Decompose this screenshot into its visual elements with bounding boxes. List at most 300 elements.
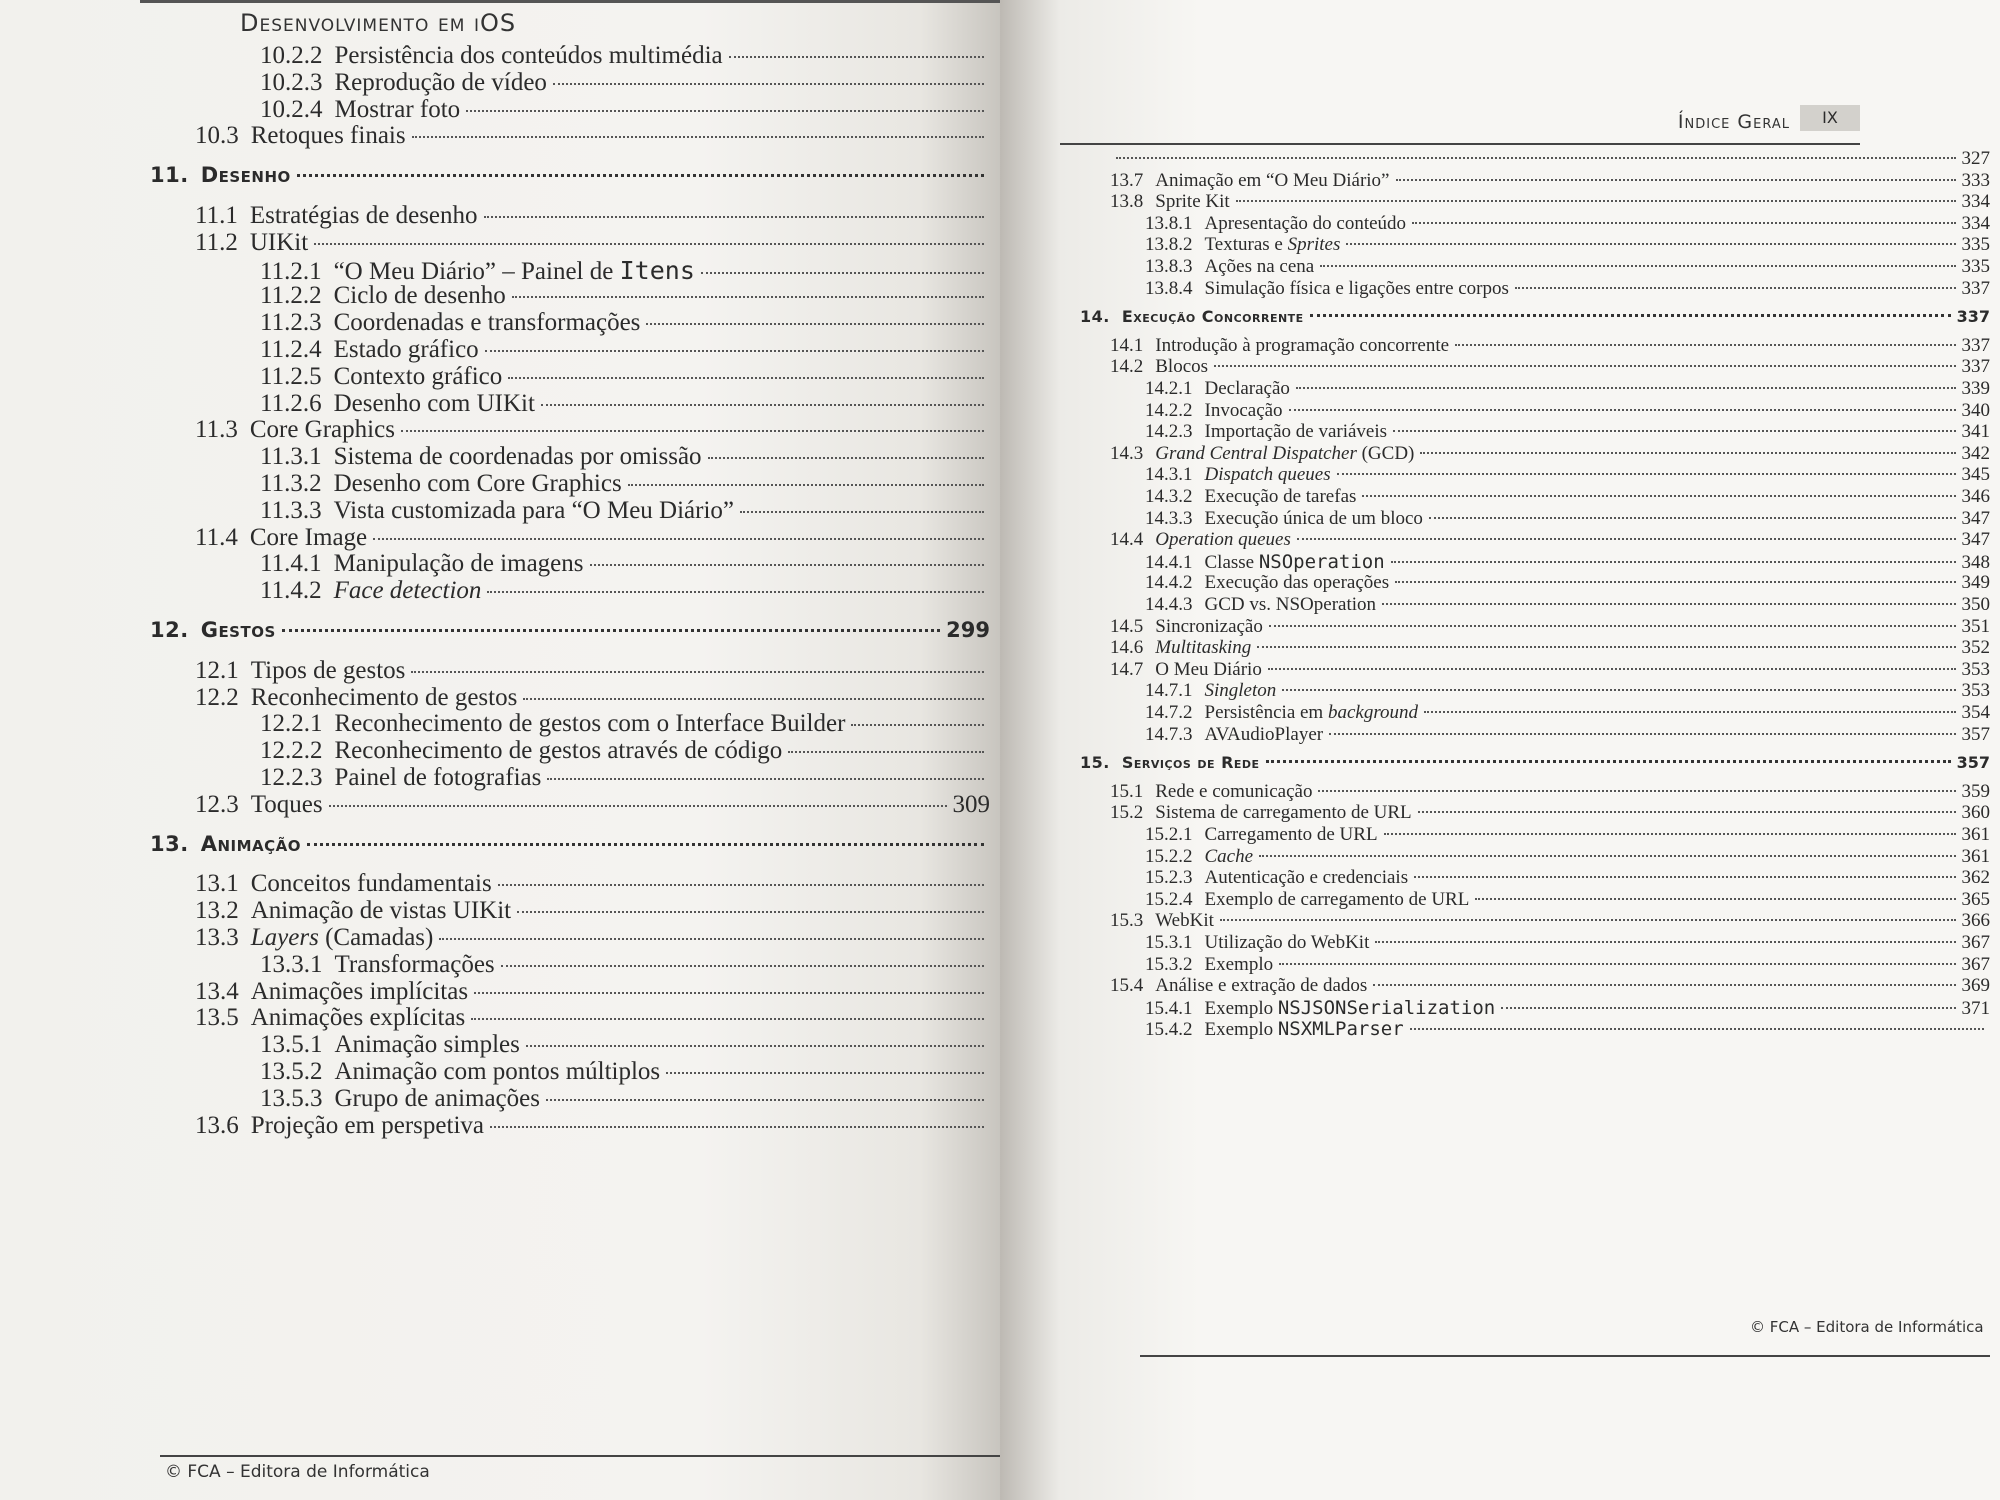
entry-title <box>335 1058 661 1086</box>
leader-dots <box>439 938 984 940</box>
toc-entry <box>260 42 990 70</box>
toc-entry <box>1145 846 1990 868</box>
entry-title-text: Texturas e <box>1204 234 1288 256</box>
toc-entry <box>1145 889 1990 911</box>
running-head-text: Desenvolvimento em iOS <box>240 9 517 37</box>
leader-dots <box>1393 430 1955 432</box>
entry-number: 15.3 <box>1110 910 1144 932</box>
toc-entry <box>1145 997 1990 1020</box>
leader-dots <box>466 110 984 112</box>
entry-number: 12.1 <box>195 656 239 684</box>
entry-title-text: Blocos <box>1155 356 1209 378</box>
entry-title-text: Classe <box>1204 551 1259 573</box>
entry-title <box>335 1031 520 1059</box>
entry-title-text: Execução de tarefas <box>1204 486 1357 507</box>
entry-number: 14.7.2 <box>1145 702 1193 723</box>
toc-entry <box>260 951 990 979</box>
leader-dots <box>851 724 984 726</box>
entry-title <box>1205 824 1378 846</box>
toc-entry <box>260 336 990 364</box>
toc-entry <box>260 764 990 792</box>
entry-title <box>251 657 406 685</box>
entry-title-text: Carregamento de URL <box>1204 824 1378 845</box>
leader-dots <box>1289 409 1956 411</box>
entry-number: 14.7 <box>1110 658 1144 680</box>
entry-number: 13.6 <box>195 1111 239 1139</box>
entry-page: 354 <box>1961 702 1990 723</box>
entry-title-text: Conceitos fundamentais <box>250 870 492 898</box>
toc-entry <box>1110 659 1990 681</box>
leader-dots <box>708 457 984 459</box>
toc-entry <box>1080 753 1990 772</box>
leader-dots <box>1375 941 1955 943</box>
entry-title-text: Ações na cena <box>1204 256 1315 277</box>
toc-entry <box>1145 278 1990 300</box>
entry-page: 366 <box>1961 910 1990 932</box>
entry-number: 13.3.1 <box>260 950 323 978</box>
leader-dots <box>1266 760 1951 763</box>
entry-number: 15.2 <box>1110 802 1144 824</box>
toc-entry <box>260 1058 990 1086</box>
leader-dots <box>1515 287 1956 289</box>
entry-title-text: Exemplo <box>1204 953 1274 975</box>
running-head-right <box>1060 105 1860 145</box>
entry-page: 327 <box>1961 148 1990 169</box>
toc-entry <box>1110 443 1990 465</box>
entry-number: 14.3.3 <box>1145 507 1193 529</box>
entry-number: 11.1 <box>195 202 238 229</box>
entry-page: 345 <box>1961 464 1990 486</box>
entry-number: 11.2.5 <box>260 362 322 390</box>
toc-entry <box>195 1004 990 1032</box>
entry-number: 14. <box>1080 307 1110 327</box>
leader-dots <box>590 564 985 566</box>
toc-entry <box>1110 356 1990 378</box>
entry-number: 15.2.3 <box>1145 867 1193 889</box>
leader-dots <box>487 591 984 593</box>
entry-title-text: Gestos <box>200 618 276 642</box>
toc-entry <box>195 122 990 150</box>
leader-dots <box>508 377 984 379</box>
leader-dots <box>1418 811 1956 813</box>
toc-entry <box>1110 191 1990 213</box>
entry-title-text: Introdução à programação concorrente <box>1155 334 1450 356</box>
entry-number: 11.3.1 <box>260 443 322 471</box>
entry-page: 357 <box>1956 753 1990 773</box>
toc-entry <box>1145 1018 1990 1041</box>
entry-title <box>1205 378 1290 400</box>
entry-title-text: Vista customizada para “O Meu Diário” <box>333 496 735 524</box>
entry-title <box>1205 234 1341 256</box>
leader-dots <box>628 484 984 486</box>
toc-entry <box>1110 529 1990 551</box>
toc-entry <box>1145 551 1990 574</box>
entry-title <box>1155 191 1229 213</box>
entry-title-text: Core Graphics <box>249 416 395 444</box>
entry-page: 346 <box>1961 486 1990 507</box>
entry-page: 369 <box>1961 975 1990 997</box>
entry-title-text: Rede e comunicação <box>1155 780 1313 802</box>
entry-title <box>251 1112 484 1140</box>
entry-title-text: Execução única de um bloco <box>1204 507 1423 529</box>
toc-entry <box>1145 234 1990 256</box>
toc-entry <box>260 710 990 738</box>
toc-entry <box>1110 910 1990 932</box>
entry-number: 15.2.1 <box>1145 824 1193 845</box>
entry-number: 13.8 <box>1110 191 1144 213</box>
toc-entry <box>1145 508 1990 530</box>
entry-title-text: Core Image <box>249 523 368 551</box>
leader-dots <box>1310 314 1951 317</box>
entry-title-text: Declaração <box>1204 378 1290 399</box>
entry-title <box>334 550 584 578</box>
entry-title <box>334 309 641 337</box>
entry-page: 367 <box>1961 932 1990 953</box>
entry-page: 340 <box>1961 399 1990 421</box>
entry-number: 13.5.3 <box>260 1084 323 1112</box>
entry-title <box>334 577 482 605</box>
entry-number: 15.4 <box>1110 975 1144 997</box>
leader-dots <box>788 751 984 753</box>
entry-number: 10.3 <box>195 122 239 150</box>
leader-dots <box>1429 517 1956 519</box>
toc-entry <box>1145 954 1990 976</box>
leader-dots <box>541 404 984 406</box>
entry-number: 12.2.3 <box>260 764 323 791</box>
entry-title <box>335 764 542 792</box>
leader-dots <box>1455 344 1955 346</box>
entry-number: 13. <box>150 831 189 856</box>
leader-dots <box>498 884 984 886</box>
entry-number: 11.4.1 <box>260 550 322 578</box>
entry-title <box>335 951 495 979</box>
entry-number: 13.4 <box>195 977 239 1005</box>
entry-title-text: Animações implícitas <box>250 977 469 1005</box>
entry-title-text: Execução das operações <box>1204 572 1390 594</box>
entry-title <box>1205 846 1254 868</box>
toc-entry <box>150 163 990 187</box>
entry-title-text: Ciclo de desenho <box>333 282 506 310</box>
entry-title-text: Manipulação de imagens <box>333 550 584 578</box>
entry-title <box>1205 213 1407 235</box>
entry-number: 14.3.2 <box>1145 486 1193 507</box>
entry-title-text: Reconhecimento de gestos <box>250 683 518 711</box>
entry-title <box>335 1085 540 1113</box>
entry-number: 11.2.3 <box>260 309 322 337</box>
toc-entry <box>1110 781 1990 803</box>
entry-title-text: Transformações <box>334 950 495 978</box>
entry-title-code: Itens <box>619 255 695 285</box>
leader-dots <box>401 430 984 432</box>
entry-page: 353 <box>1961 680 1990 702</box>
entry-page: 341 <box>1961 421 1990 443</box>
running-head-left <box>140 0 1000 43</box>
leader-dots <box>1424 711 1955 713</box>
entry-title <box>334 470 622 498</box>
entry-title <box>1205 889 1470 911</box>
entry-page: 360 <box>1961 802 1990 824</box>
entry-title-text: Animação <box>200 831 301 856</box>
leader-dots <box>646 323 984 325</box>
entry-title <box>251 684 518 712</box>
entry-number: 13.2 <box>195 897 239 925</box>
entry-title-text: Face detection <box>333 577 482 605</box>
leader-dots <box>523 698 984 700</box>
entry-title-text: Simulação física e ligações entre corpos <box>1204 277 1509 299</box>
leader-dots <box>1268 668 1956 670</box>
entry-title-text: Painel de fotografias <box>334 764 542 791</box>
entry-number: 12. <box>150 618 189 642</box>
leader-dots <box>1337 473 1956 475</box>
entry-title <box>1205 400 1283 422</box>
leader-dots <box>1320 265 1955 267</box>
entry-title <box>1205 997 1496 1020</box>
toc-entry <box>195 416 990 444</box>
entry-title-text: Desenho com UIKit <box>333 389 535 417</box>
toc-entry <box>1145 824 1990 846</box>
entry-title <box>334 256 695 286</box>
toc-entry <box>1145 421 1990 443</box>
leader-dots <box>1329 733 1955 735</box>
entry-page: 365 <box>1961 888 1990 910</box>
entry-title-text: Coordenadas e transformações <box>333 309 641 337</box>
entry-page: 361 <box>1961 824 1990 845</box>
entry-title <box>1122 753 1260 772</box>
entry-title-text: Singleton <box>1204 680 1277 702</box>
entry-page: 347 <box>1961 529 1990 551</box>
entry-title-text: Retoques finais <box>250 122 406 150</box>
toc-entry <box>260 443 990 471</box>
entry-title <box>1155 616 1263 638</box>
entry-title-text: Dispatch queues <box>1204 464 1331 486</box>
entry-number: 14.2.3 <box>1145 421 1193 443</box>
leader-dots <box>297 174 984 177</box>
leader-dots <box>1382 603 1955 605</box>
entry-title-text: Toques <box>250 790 323 818</box>
entry-page: 361 <box>1961 845 1990 867</box>
entry-title-text: Utilização do WebKit <box>1204 932 1370 953</box>
toc-entry <box>1080 307 1990 326</box>
entry-title-text: Serviços de Rede <box>1121 753 1260 773</box>
entry-number: 14.2.1 <box>1145 378 1193 399</box>
entry-title <box>1205 680 1277 702</box>
leader-dots <box>314 243 984 245</box>
entry-title <box>1205 724 1324 746</box>
toc-entry <box>260 470 990 498</box>
entry-title <box>1205 278 1509 300</box>
entry-title-text: Persistência dos conteúdos multimédia <box>334 42 723 69</box>
entry-title-text: Layers <box>250 924 319 951</box>
toc-entry <box>1145 680 1990 702</box>
toc-entry <box>1145 572 1990 594</box>
entry-title <box>1155 975 1367 997</box>
entry-title <box>1205 594 1377 616</box>
entry-title-text: Grand Central Dispatcher <box>1155 442 1357 464</box>
entry-title <box>201 163 291 187</box>
toc-entry <box>195 924 990 952</box>
entry-number: 15.3.2 <box>1145 953 1193 975</box>
entry-title <box>334 282 506 310</box>
leader-dots <box>1236 200 1956 202</box>
entry-title-text: Desenho <box>200 163 291 188</box>
toc-entry <box>195 1112 990 1140</box>
entry-number: 12.2.1 <box>260 710 323 738</box>
entry-page: 337 <box>1961 356 1990 378</box>
toc-entry <box>195 978 990 1006</box>
entry-number: 14.2.2 <box>1145 399 1193 421</box>
entry-title <box>334 497 734 525</box>
entry-title <box>251 1004 466 1032</box>
toc-entry <box>195 657 990 685</box>
entry-number: 13.5 <box>195 1004 239 1032</box>
entry-page: 350 <box>1961 594 1990 615</box>
entry-title-text: Sprite Kit <box>1155 191 1230 213</box>
entry-title <box>1155 637 1251 659</box>
entry-title <box>1155 910 1214 932</box>
leader-dots <box>546 1099 984 1101</box>
entry-title <box>1122 307 1304 326</box>
leader-dots <box>485 350 984 352</box>
leader-dots <box>553 83 984 85</box>
toc-entry <box>1145 256 1990 278</box>
entry-title <box>1205 486 1357 508</box>
entry-title-text: Análise e extração de dados <box>1155 975 1368 997</box>
entry-number: 14.4.2 <box>1145 572 1193 594</box>
entry-number: 14.2 <box>1110 356 1144 378</box>
entry-page: 333 <box>1961 169 1990 191</box>
entry-title-text: Cache <box>1204 845 1254 867</box>
toc-entry <box>1110 616 1990 638</box>
toc-entry <box>195 870 990 898</box>
entry-title <box>1155 529 1291 551</box>
leader-dots <box>1257 646 1955 648</box>
entry-page: 362 <box>1961 867 1990 889</box>
entry-title <box>1205 572 1390 594</box>
entry-title <box>335 737 783 765</box>
entry-title-text: Invocação <box>1204 399 1283 421</box>
running-head-title: Índice Geral <box>1677 111 1790 133</box>
leader-dots <box>1396 179 1956 181</box>
leader-dots <box>1501 1007 1955 1009</box>
toc-entry <box>195 524 990 552</box>
entry-title-code: NSOperation <box>1258 550 1385 573</box>
entry-title-suffix: (Camadas) <box>318 924 434 951</box>
toc-entry <box>260 69 990 97</box>
leader-dots <box>484 216 984 218</box>
leader-dots <box>1282 689 1955 691</box>
toc-entry <box>1110 170 1990 192</box>
entry-number: 14.5 <box>1110 615 1144 637</box>
entry-number: 11. <box>150 163 189 188</box>
leader-dots <box>1362 495 1955 497</box>
entry-page: 351 <box>1961 615 1990 637</box>
leader-dots <box>501 965 984 967</box>
entry-number: 12.2.2 <box>260 737 323 765</box>
toc-entry <box>260 497 990 525</box>
entry-page: 337 <box>1956 307 1990 327</box>
entry-number: 15.4.2 <box>1145 1019 1193 1041</box>
entry-number: 14.7.3 <box>1145 723 1193 745</box>
entry-page: 353 <box>1961 658 1990 680</box>
leader-dots <box>1475 898 1955 900</box>
entry-page: 371 <box>1961 997 1990 1019</box>
entry-title <box>334 363 503 391</box>
entry-number: 11.2.2 <box>260 282 322 310</box>
entry-title <box>335 96 461 124</box>
entry-title <box>201 832 301 856</box>
toc-entry <box>1145 378 1990 400</box>
leader-dots <box>1395 581 1955 583</box>
footer-right: © FCA – Editora de Informática <box>1750 1318 1984 1336</box>
entry-title <box>251 978 468 1006</box>
entry-page: 337 <box>1961 334 1990 356</box>
entry-number: 14.3 <box>1110 442 1144 464</box>
entry-number: 14.6 <box>1110 637 1144 659</box>
entry-number: 11.2.4 <box>260 336 322 363</box>
toc-entry <box>260 550 990 578</box>
entry-title <box>1155 170 1389 192</box>
entry-title-code: NSXMLParser <box>1277 1018 1404 1041</box>
entry-page: 339 <box>1961 378 1990 399</box>
toc-entry <box>260 577 990 605</box>
entry-title <box>250 229 308 257</box>
leader-dots <box>373 538 984 540</box>
entry-title-text: Estratégias de desenho <box>249 202 478 229</box>
toc-entry <box>260 1085 990 1113</box>
toc-entry <box>1145 867 1990 889</box>
toc-entry <box>260 309 990 337</box>
entry-title-text: Animação simples <box>334 1031 520 1059</box>
entry-title <box>1205 464 1331 486</box>
entry-title-text: Animação com pontos múltiplos <box>334 1058 661 1085</box>
toc-entry <box>260 1031 990 1059</box>
toc-entry <box>195 202 990 230</box>
footer-left: © FCA – Editora de Informática <box>165 1462 430 1482</box>
toc-entry <box>1145 486 1990 508</box>
leader-dots <box>1412 222 1955 224</box>
entry-title <box>335 710 846 738</box>
entry-number: 11.2.6 <box>260 389 322 417</box>
entry-page: 359 <box>1961 780 1990 802</box>
entry-title-text: Reconhecimento de gestos através de código <box>334 737 783 765</box>
toc-entry <box>260 282 990 310</box>
leader-dots <box>1373 984 1955 986</box>
entry-title-text: Sincronização <box>1155 615 1263 637</box>
entry-title <box>335 69 547 97</box>
entry-number: 11.2.1 <box>260 257 322 285</box>
leader-dots <box>1318 790 1955 792</box>
entry-title <box>1205 867 1409 889</box>
entry-title <box>1205 508 1423 530</box>
entry-page: 348 <box>1961 551 1990 573</box>
leader-dots <box>1220 919 1956 921</box>
entry-number: 15.1 <box>1110 780 1144 802</box>
leader-dots <box>1410 1028 1984 1030</box>
leader-dots <box>701 272 984 274</box>
leader-dots <box>329 805 947 807</box>
leader-dots <box>1214 365 1955 367</box>
entry-title <box>250 416 395 444</box>
leader-dots <box>526 1045 984 1047</box>
toc-entry <box>1110 802 1990 824</box>
entry-number: 14.7.1 <box>1145 680 1193 702</box>
entry-number: 14.4 <box>1110 529 1144 551</box>
entry-number: 11.3.3 <box>260 496 322 524</box>
entry-number: 11.3.2 <box>260 470 322 497</box>
entry-title-text: “O Meu Diário” – Painel de <box>333 257 620 285</box>
entry-title <box>1155 802 1411 824</box>
leader-dots <box>282 629 940 632</box>
